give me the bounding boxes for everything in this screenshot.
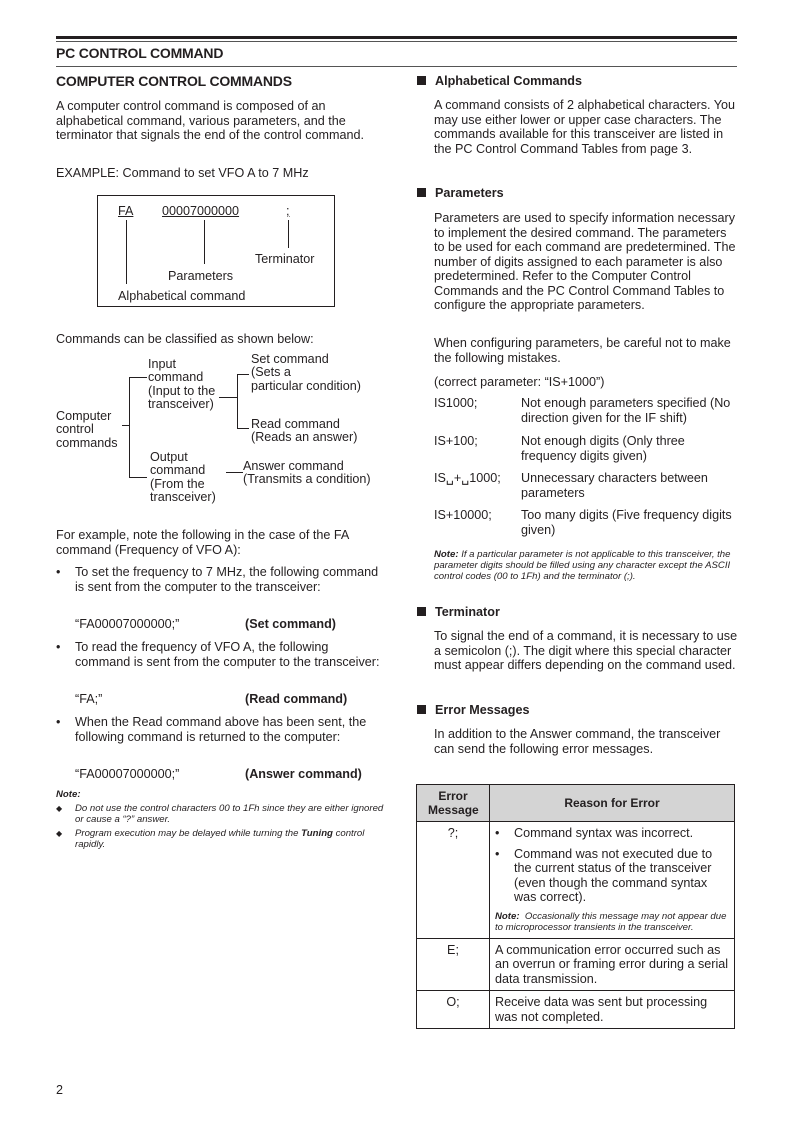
example-terminator: ; <box>286 204 290 218</box>
command-classification-tree <box>56 350 396 510</box>
error-code: E; <box>417 938 490 991</box>
column-header-error-message: Error Message <box>417 785 490 822</box>
square-bullet-icon <box>417 705 426 714</box>
error-paragraph: In addition to the Answer command, the transceiver can send the following error messages. <box>434 727 721 756</box>
tree-input-command: Input command (Input to the transceiver) <box>148 357 216 411</box>
classify-intro: Commands can be classified as shown below: <box>56 332 314 346</box>
command-pointer-line <box>126 220 127 284</box>
square-bullet-icon <box>417 188 426 197</box>
column-header-reason: Reason for Error <box>490 785 735 822</box>
table-header-row <box>417 785 735 822</box>
tree-read-command: Read command (Reads an answer) <box>251 417 358 445</box>
error-reason: • Command syntax was incorrect. • Command was not executed due to the current status of the transceiver (even though the command syntax was correct). Note: Occasionally this message may not appear due to microprocessor transients in the transceiver. <box>490 822 735 939</box>
page-title: PC CONTROL COMMAND <box>56 45 224 61</box>
error-reason: Receive data was sent but processing was not completed. <box>490 991 735 1029</box>
table-row <box>417 991 735 1029</box>
parameters-label: Parameters <box>168 269 234 283</box>
intro-paragraph: A computer control command is composed of an alphabetical command, various parameters, and the terminator that signals the end of the control command. <box>56 99 365 142</box>
section-title: COMPUTER CONTROL COMMANDS <box>56 73 292 89</box>
code-answer: “FA00007000000;” (Answer command) <box>75 767 362 781</box>
header-rule-bottom <box>56 66 737 67</box>
error-code: O; <box>417 991 490 1029</box>
command-label: Alphabetical command <box>118 289 246 303</box>
table-row <box>417 822 735 939</box>
tree-set-command: Set command (Sets a particular condition) <box>251 352 361 393</box>
parameters-pointer-line <box>204 220 205 264</box>
page-number: 2 <box>56 1083 64 1097</box>
alpha-paragraph: A command consists of 2 alphabetical characters. You may use either lower or upper case characters. The commands available for this transceiver are listed in the PC Control Command Tables from page 3. <box>434 98 736 156</box>
square-bullet-icon <box>417 76 426 85</box>
terminator-label: Terminator <box>255 252 315 266</box>
heading-parameters: Parameters <box>417 186 504 201</box>
header-rule-thin <box>56 41 737 42</box>
terminator-pointer-line <box>288 220 289 248</box>
header-rule-thick <box>56 36 737 39</box>
square-bullet-icon <box>417 607 426 616</box>
heading-error-messages: Error Messages <box>417 703 530 718</box>
example-box <box>97 195 335 307</box>
error-table <box>416 784 735 1029</box>
param-warning: When configuring parameters, be careful not to make the following mistakes. <box>434 336 731 365</box>
code-set: “FA00007000000;” (Set command) <box>75 617 336 631</box>
note-item: ◆ Do not use the control characters 00 to 1Fh since they are either ignored or cause a “?” answer. <box>56 803 384 825</box>
left-note: Note: ◆ Do not use the control characters 00 to 1Fh since they are either ignored or cause a “?” answer. ◆ Program execution may be delayed while turning the Tuning control rapidly. <box>56 789 386 850</box>
example-command: FA <box>118 204 134 218</box>
note-item: ◆ Program execution may be delayed while turning the Tuning control rapidly. <box>56 828 365 850</box>
heading-terminator: Terminator <box>417 605 500 620</box>
heading-alphabetical-commands: Alphabetical Commands <box>417 74 582 89</box>
error-code: ?; <box>417 822 490 939</box>
code-read: “FA;” (Read command) <box>75 692 348 706</box>
example-parameters: 00007000000 <box>162 204 240 218</box>
error-reason: A communication error occurred such as an overrun or framing error during a serial data transmission. <box>490 938 735 991</box>
tree-answer-command: Answer command (Transmits a condition) <box>243 459 371 487</box>
tree-output-command: Output command (From the transceiver) <box>150 450 216 504</box>
param-note: Note: If a particular parameter is not applicable to this transceiver, the parameter digits should be filled using any character except the ASCII control codes (00 to 1Fh) and the terminator (;). <box>434 549 731 582</box>
table-row <box>417 938 735 991</box>
tree-root: Computer control commands <box>56 409 118 450</box>
example-caption: EXAMPLE: Command to set VFO A to 7 MHz <box>56 166 309 180</box>
param-paragraph: Parameters are used to specify information necessary to implement the desired command. The parameters to be used for each command are predetermined. The number of digits assigned to each parameter is also predetermined. Refer to the Computer Control Commands and the PC Control Command Tables to configure the appropriate parameters. <box>434 211 736 312</box>
fa-intro: For example, note the following in the case of the FA command (Frequency of VFO A): <box>56 528 349 557</box>
terminator-paragraph: To signal the end of a command, it is necessary to use a semicolon (;). The digit where this special character must appear differs depending on the command used. <box>434 629 738 672</box>
correct-parameter: (correct parameter: “IS+1000”) <box>434 375 605 389</box>
